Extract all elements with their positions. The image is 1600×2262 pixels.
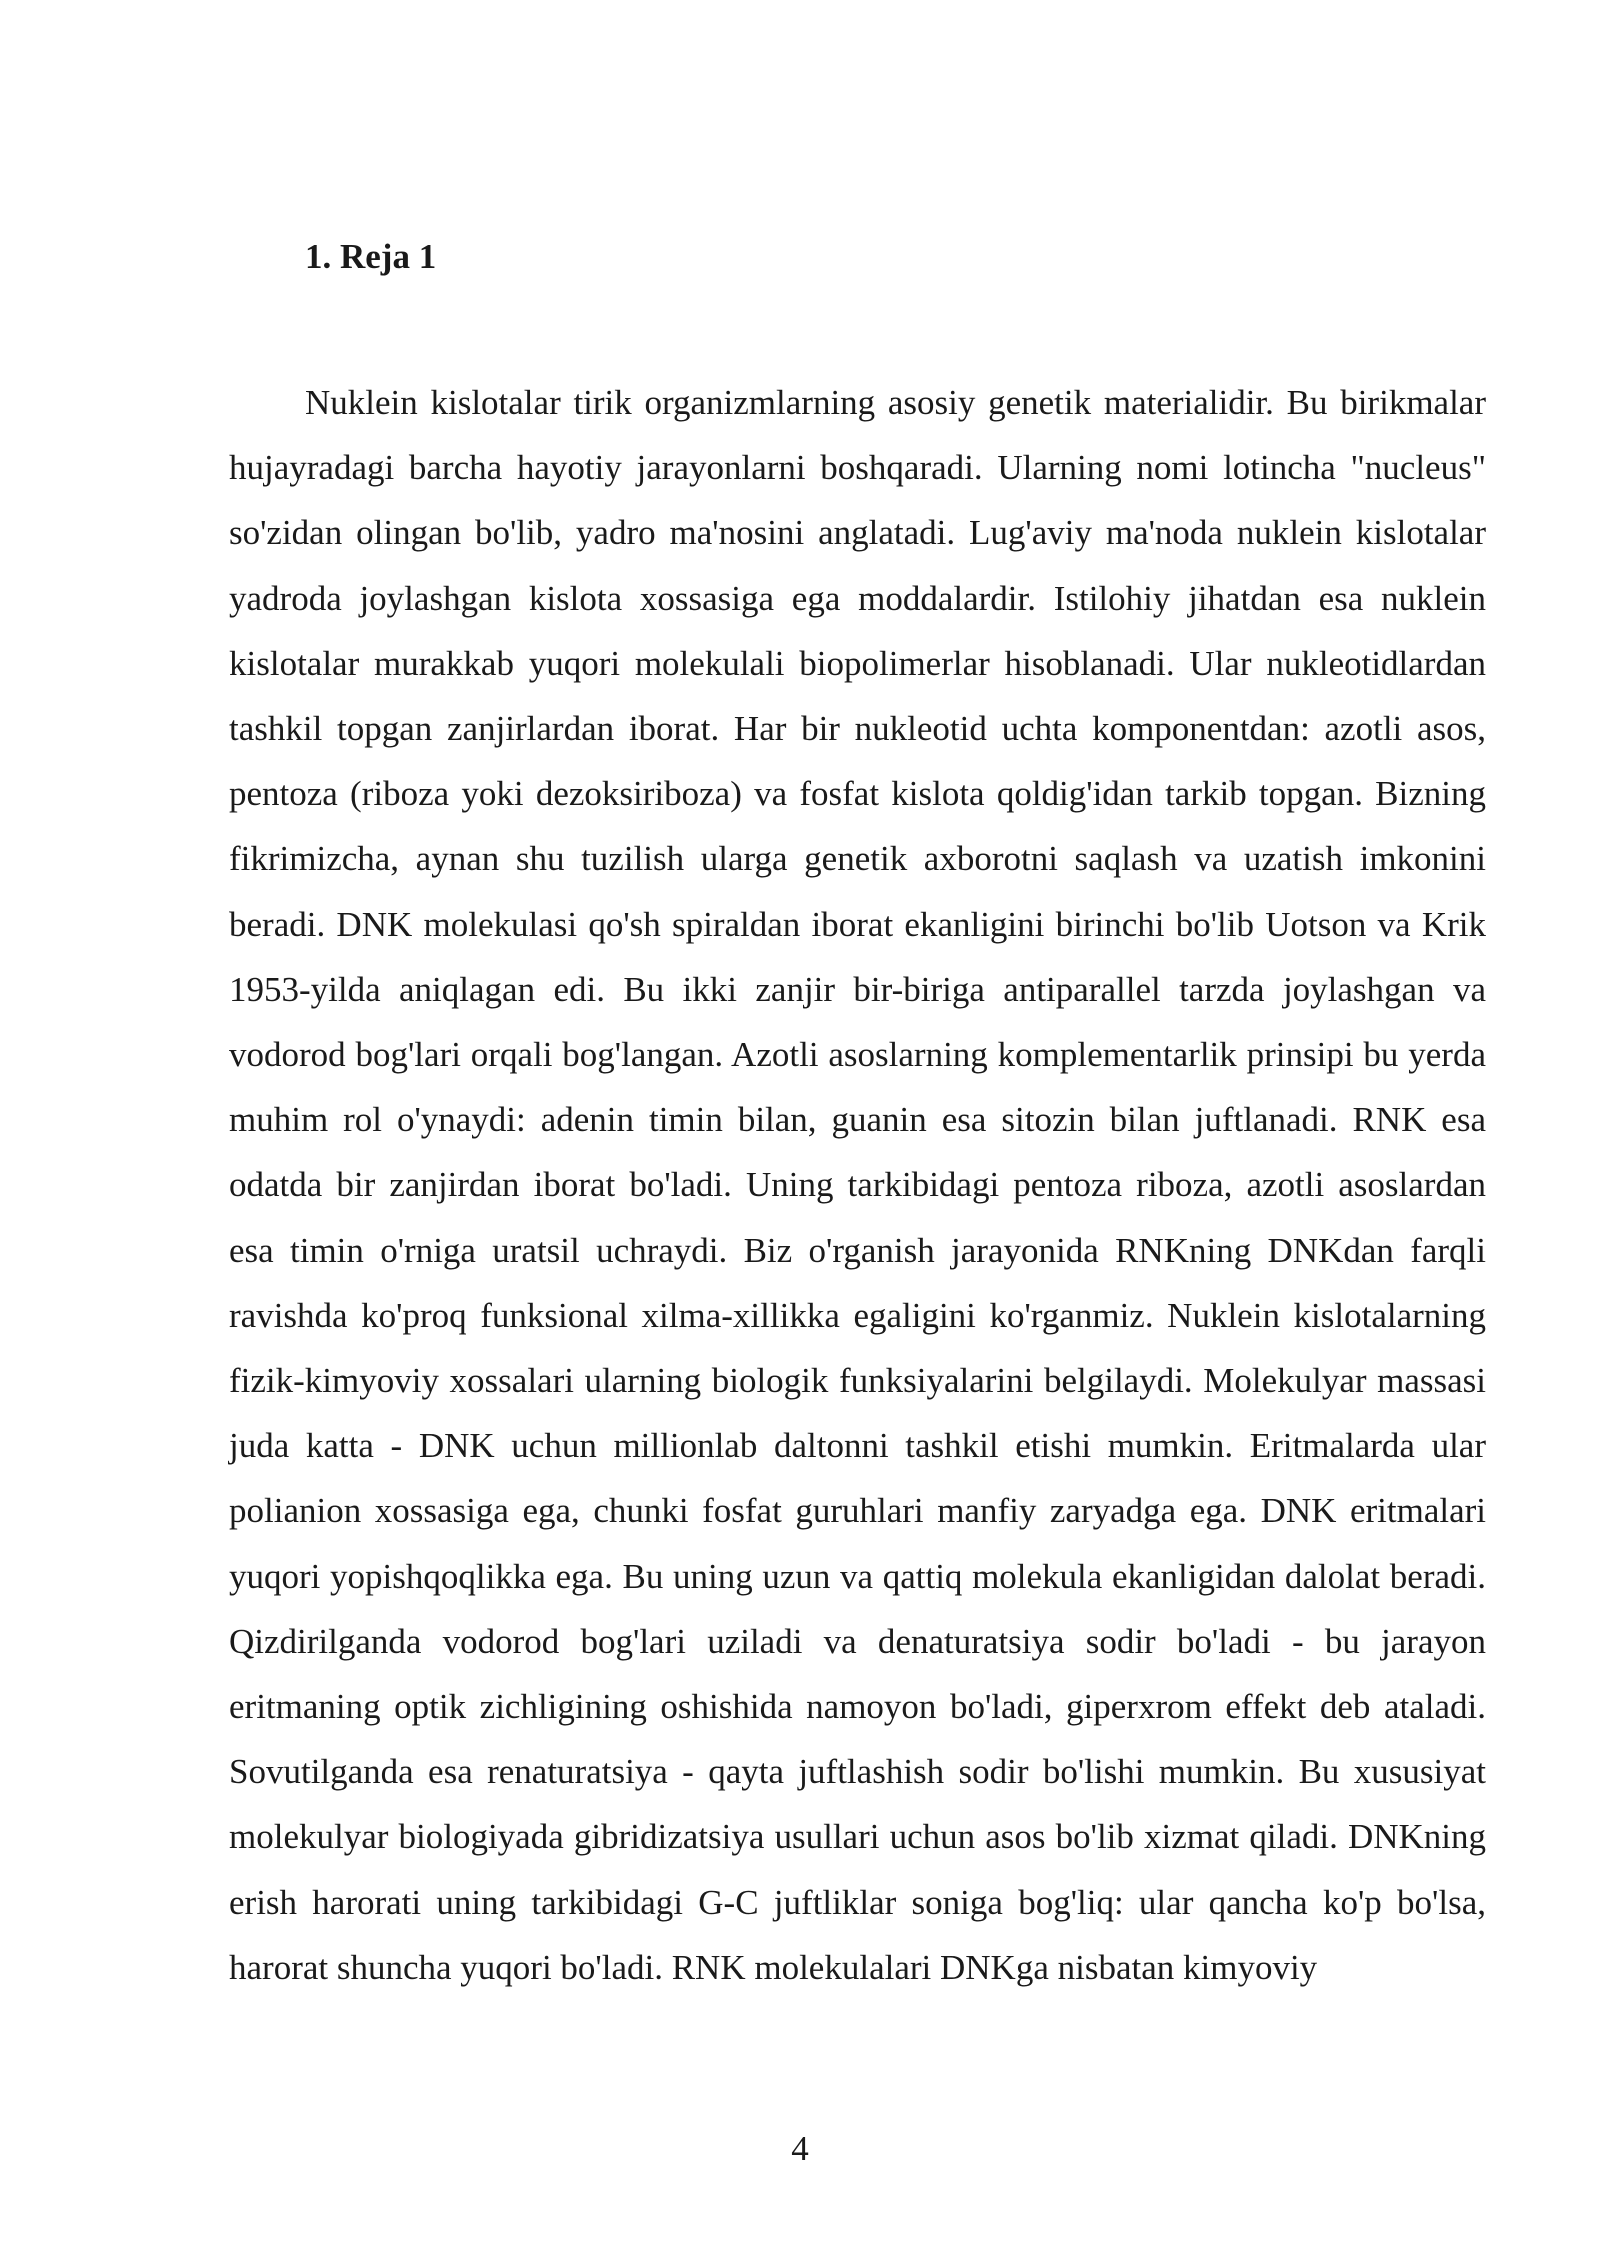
- page-number: 4: [791, 2129, 809, 2168]
- section-heading: 1. Reja 1: [305, 237, 437, 276]
- body-paragraph: Nuklein kislotalar tirik organizmlarning asosiy genetik materialidir. Bu birikmalar hujayradagi barcha hayotiy jarayonlarni boshqaradi. Ularning nomi lotincha "nucleus" so'zidan olingan bo'lib, yadro ma'nosini anglatadi. Lug'aviy ma'noda nuklein kislotalar yadroda joylashgan kislota xossasiga ega moddalardir. Istilohiy jihatdan esa nuklein kislotalar murakkab yuqori molekulali biopolimerlar hisoblanadi. Ular nukleotidlardan tashkil topgan zanjirlardan iborat. Har bir nukleotid uchta komponentdan: azotli asos, pentoza (riboza yoki dezoksiriboza) va fosfat kislota qoldig'idan tarkib topgan. Bizning fikrimizcha, aynan shu tuzilish ularga genetik axborotni saqlash va uzatish imkonini beradi. DNK molekulasi qo'sh spiraldan iborat ekanligini birinchi bo'lib Uotson va Krik 1953-yilda aniqlagan edi. Bu ikki zanjir bir-biriga antiparallel tarzda joylashgan va vodorod bog'lari orqali bog'langan. Azotli asoslarning komplementarlik prinsipi bu yerda muhim rol o'ynaydi: adenin timin bilan, guanin esa sitozin bilan juftlanadi. RNK esa odatda bir zanjirdan iborat bo'ladi. Uning tarkibidagi pentoza riboza, azotli asoslardan esa timin o'rniga uratsil uchraydi. Biz o'rganish jarayonida RNKning DNKdan farqli ravishda ko'proq funksional xilma-xillikka egaligini ko'rganmiz. Nuklein kislotalarning fizik-kimyoviy xossalari ularning biologik funksiyalarini belgilaydi. Molekulyar massasi juda katta - DNK uchun millionlab daltonni tashkil etishi mumkin. Eritmalarda ular polianion xossasiga ega, chunki fosfat guruhlari manfiy zaryadga ega. DNK eritmalari yuqori yopishqoqlikka ega. Bu uning uzun va qattiq molekula ekanligidan dalolat beradi. Qizdirilganda vodorod bog'lari uziladi va denaturatsiya sodir bo'ladi - bu jarayon eritmaning optik zichligining oshishida namoyon bo'ladi, giperxrom effekt deb ataladi. Sovutilganda esa renaturatsiya - qayta juftlashish sodir bo'lishi mumkin. Bu xususiyat molekulyar biologiyada gibridizatsiya usullari uchun asos bo'lib xizmat qiladi. DNKning erish harorati uning tarkibidagi G-C juftliklar soniga bog'liq: ular qancha ko'p bo'lsa, harorat shuncha yuqori bo'ladi. RNK molekulalari DNKga nisbatan kimyoviy: [229, 383, 1486, 1987]
